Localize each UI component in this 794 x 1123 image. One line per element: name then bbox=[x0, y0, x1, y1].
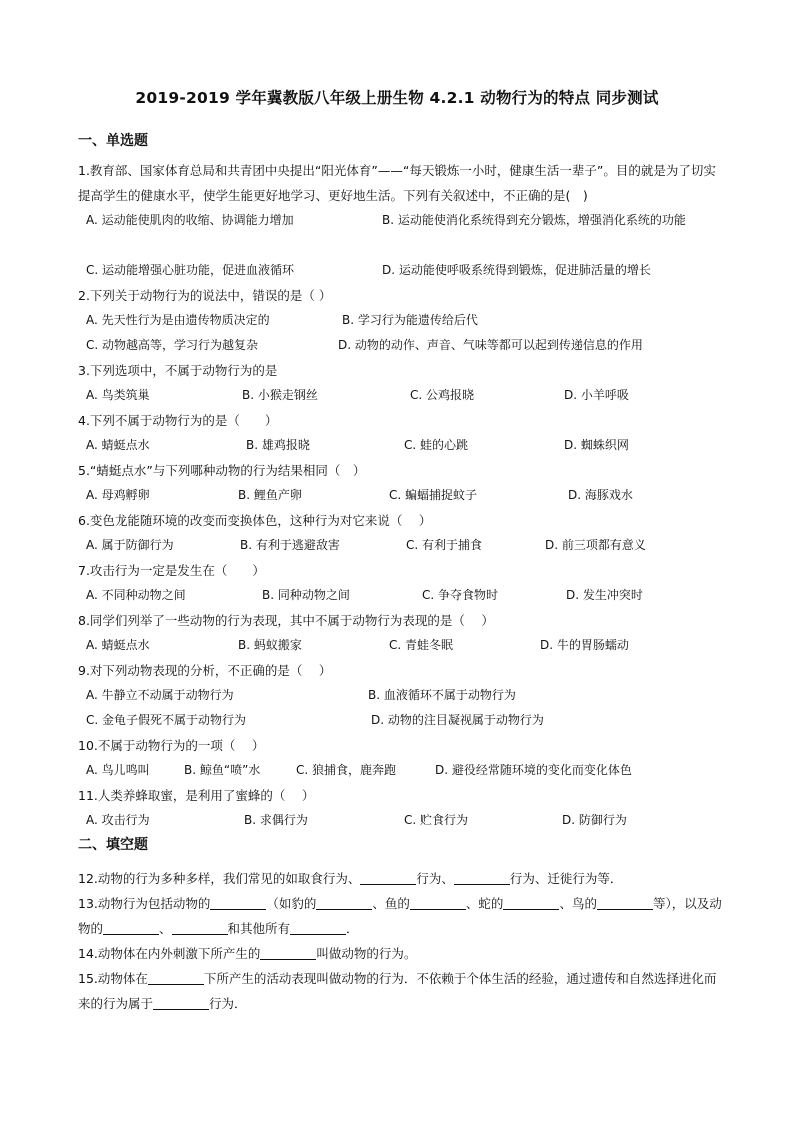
question-text: 、蛇的 bbox=[465, 896, 504, 911]
option: A. 牛静立不动属于动物行为 bbox=[86, 688, 234, 702]
question-stem: 9.对下列动物表现的分析，不正确的是（ ） bbox=[78, 663, 332, 678]
answer-blank[interactable] bbox=[316, 895, 372, 910]
question-text: 14.动物体在内外刺激下所产生的 bbox=[78, 946, 261, 961]
option: D. 前三项都有意义 bbox=[545, 538, 646, 552]
question-text: 12.动物的行为多种多样，我们常见的如取食行为、 bbox=[78, 871, 361, 886]
option: A. 母鸡孵卵 bbox=[86, 488, 150, 502]
option: A. 蜻蜓点水 bbox=[86, 438, 150, 452]
option: A. 攻击行为 bbox=[86, 813, 150, 827]
option: D. 牛的胃肠蠕动 bbox=[540, 638, 629, 652]
option: C. 狼捕食，鹿奔跑 bbox=[296, 763, 397, 777]
option: A. 先天性行为是由遗传物质决定的 bbox=[86, 313, 270, 327]
fill-question bbox=[78, 866, 728, 891]
question-stem: 10.不属于动物行为的一项（ ） bbox=[78, 738, 265, 753]
option: B. 学习行为能遗传给后代 bbox=[342, 313, 478, 327]
option: C. 有利于捕食 bbox=[406, 538, 483, 552]
option: A. 运动能使肌肉的收缩、协调能力增加 bbox=[86, 213, 294, 227]
options-row bbox=[86, 808, 726, 833]
question-text: 下所产生的活动表现叫做动物的行为．不依赖于个体生活的经验，通过遗传和自然选择进化而来的行为属于 bbox=[78, 971, 717, 1011]
option: A. 属于防御行为 bbox=[86, 538, 174, 552]
options-row bbox=[86, 258, 726, 283]
option: C. 蝙蝠捕捉蚊子 bbox=[389, 488, 478, 502]
question-text: （如豹的 bbox=[266, 896, 317, 911]
question-stem: 3.下列选项中，不属于动物行为的是 bbox=[78, 363, 278, 378]
question-stem: 6.变色龙能随环境的改变而变换体色，这种行为对它来说（ ） bbox=[78, 513, 432, 528]
answer-blank[interactable] bbox=[290, 920, 346, 935]
option: D. 运动能使呼吸系统得到锻炼，促进肺活量的增长 bbox=[382, 263, 651, 277]
option: D. 防御行为 bbox=[562, 813, 627, 827]
option: B. 小猴走钢丝 bbox=[242, 388, 318, 402]
question-text: 13.动物行为包括动物的 bbox=[78, 896, 211, 911]
option: D. 动物的注目凝视属于动物行为 bbox=[371, 713, 544, 727]
answer-blank[interactable] bbox=[210, 895, 266, 910]
option: A. 鸟儿鸣叫 bbox=[86, 763, 150, 777]
question-text: 等），以及动物的 bbox=[78, 896, 722, 936]
option: B. 运动能使消化系统得到充分锻炼，增强消化系统的功能 bbox=[382, 213, 686, 227]
answer-blank[interactable] bbox=[153, 995, 209, 1010]
options-row bbox=[86, 583, 726, 608]
option: A. 鸟类筑巢 bbox=[86, 388, 150, 402]
document-title: 2019-2019 学年冀教版八年级上册生物 4.2.1 动物行为的特点 同步测试 bbox=[135, 89, 659, 107]
option: B. 血液循环不属于动物行为 bbox=[368, 688, 516, 702]
section-heading-fill-blank: 二、填空题 bbox=[78, 837, 148, 853]
question-text: 、 bbox=[159, 921, 172, 936]
option: D. 发生冲突时 bbox=[566, 588, 643, 602]
answer-blank[interactable] bbox=[103, 920, 159, 935]
question-text: ． bbox=[346, 921, 359, 936]
question-text: 行为． bbox=[209, 996, 247, 1011]
option: B. 鲤鱼产卵 bbox=[238, 488, 302, 502]
option: A. 不同种动物之间 bbox=[86, 588, 186, 602]
options-row bbox=[86, 483, 726, 508]
question-stem: 7.攻击行为一定是发生在（ ） bbox=[78, 563, 265, 578]
fill-question bbox=[78, 891, 728, 941]
fill-question bbox=[78, 966, 728, 1016]
option: D. 蜘蛛织网 bbox=[564, 438, 629, 452]
options-row bbox=[86, 708, 726, 733]
question-text: 、鱼的 bbox=[372, 896, 410, 911]
options-row bbox=[86, 433, 726, 458]
option: C. 运动能增强心脏功能，促进血液循环 bbox=[86, 263, 295, 277]
answer-blank[interactable] bbox=[454, 870, 510, 885]
question-text: 、鸟的 bbox=[559, 896, 597, 911]
option: C. 青蛙冬眠 bbox=[389, 638, 454, 652]
question-stem: 5.“蜻蜓点水”与下列哪种动物的行为结果相同（ ） bbox=[78, 463, 366, 478]
options-row bbox=[86, 683, 726, 708]
options-row bbox=[86, 383, 726, 408]
option: D. 避役经常随环境的变化而变化体色 bbox=[435, 763, 632, 777]
options-row bbox=[86, 533, 726, 558]
option: B. 求偶行为 bbox=[244, 813, 308, 827]
option: B. 雄鸡报晓 bbox=[246, 438, 310, 452]
option: C. 贮食行为 bbox=[404, 813, 469, 827]
answer-blank[interactable] bbox=[148, 970, 204, 985]
question-text: 行为、 bbox=[416, 871, 454, 886]
question-stem: 4.下列不属于动物行为的是（ ） bbox=[78, 413, 278, 428]
answer-blank[interactable] bbox=[360, 870, 416, 885]
question-text: 15.动物体在 bbox=[78, 971, 148, 986]
answer-blank[interactable] bbox=[503, 895, 559, 910]
question-stem: 11.人类养蜂取蜜，是利用了蜜蜂的（ ） bbox=[78, 788, 315, 803]
option: C. 动物越高等，学习行为越复杂 bbox=[86, 338, 259, 352]
option: D. 小羊呼吸 bbox=[564, 388, 629, 402]
question-text: 和其他所有 bbox=[227, 921, 291, 936]
fill-question bbox=[78, 941, 728, 966]
question-stem: 8.同学们列举了一些动物的行为表现，其中不属于动物行为表现的是（ ） bbox=[78, 613, 494, 628]
question-text: 叫做动物的行为。 bbox=[316, 946, 417, 961]
options-row bbox=[86, 633, 726, 658]
option: D. 海豚戏水 bbox=[568, 488, 633, 502]
option: A. 蜻蜓点水 bbox=[86, 638, 150, 652]
option: C. 蛙的心跳 bbox=[404, 438, 469, 452]
options-row bbox=[86, 333, 726, 358]
question-text: 行为、迁徙行为等． bbox=[509, 871, 623, 886]
options-row bbox=[86, 308, 726, 333]
answer-blank[interactable] bbox=[410, 895, 466, 910]
option: B. 同种动物之间 bbox=[262, 588, 350, 602]
option: B. 鲸鱼“喷”水 bbox=[184, 763, 261, 777]
option: B. 有利于逃避敌害 bbox=[240, 538, 340, 552]
option: C. 金龟子假死不属于动物行为 bbox=[86, 713, 247, 727]
option: B. 蚂蚁搬家 bbox=[238, 638, 302, 652]
option: D. 动物的动作、声音、气味等都可以起到传递信息的作用 bbox=[338, 338, 643, 352]
section-heading-single-choice: 一、单选题 bbox=[78, 133, 148, 149]
question-stem: 2.下列关于动物行为的说法中，错误的是（ ） bbox=[78, 288, 332, 303]
answer-blank[interactable] bbox=[597, 895, 653, 910]
answer-blank[interactable] bbox=[172, 920, 228, 935]
option: C. 争夺食物时 bbox=[422, 588, 499, 602]
option: C. 公鸡报晓 bbox=[410, 388, 475, 402]
options-row bbox=[86, 758, 726, 783]
question-stem: 1.教育部、国家体育总局和共青团中央提出“阳光体育”——“每天锻炼一小时，健康生活一辈子”。目的就是为了切实提高学生的健康水平，使学生能更好地学习、更好地生活。下列有关叙述中，不正确的是( ) bbox=[78, 163, 716, 203]
answer-blank[interactable] bbox=[260, 945, 316, 960]
